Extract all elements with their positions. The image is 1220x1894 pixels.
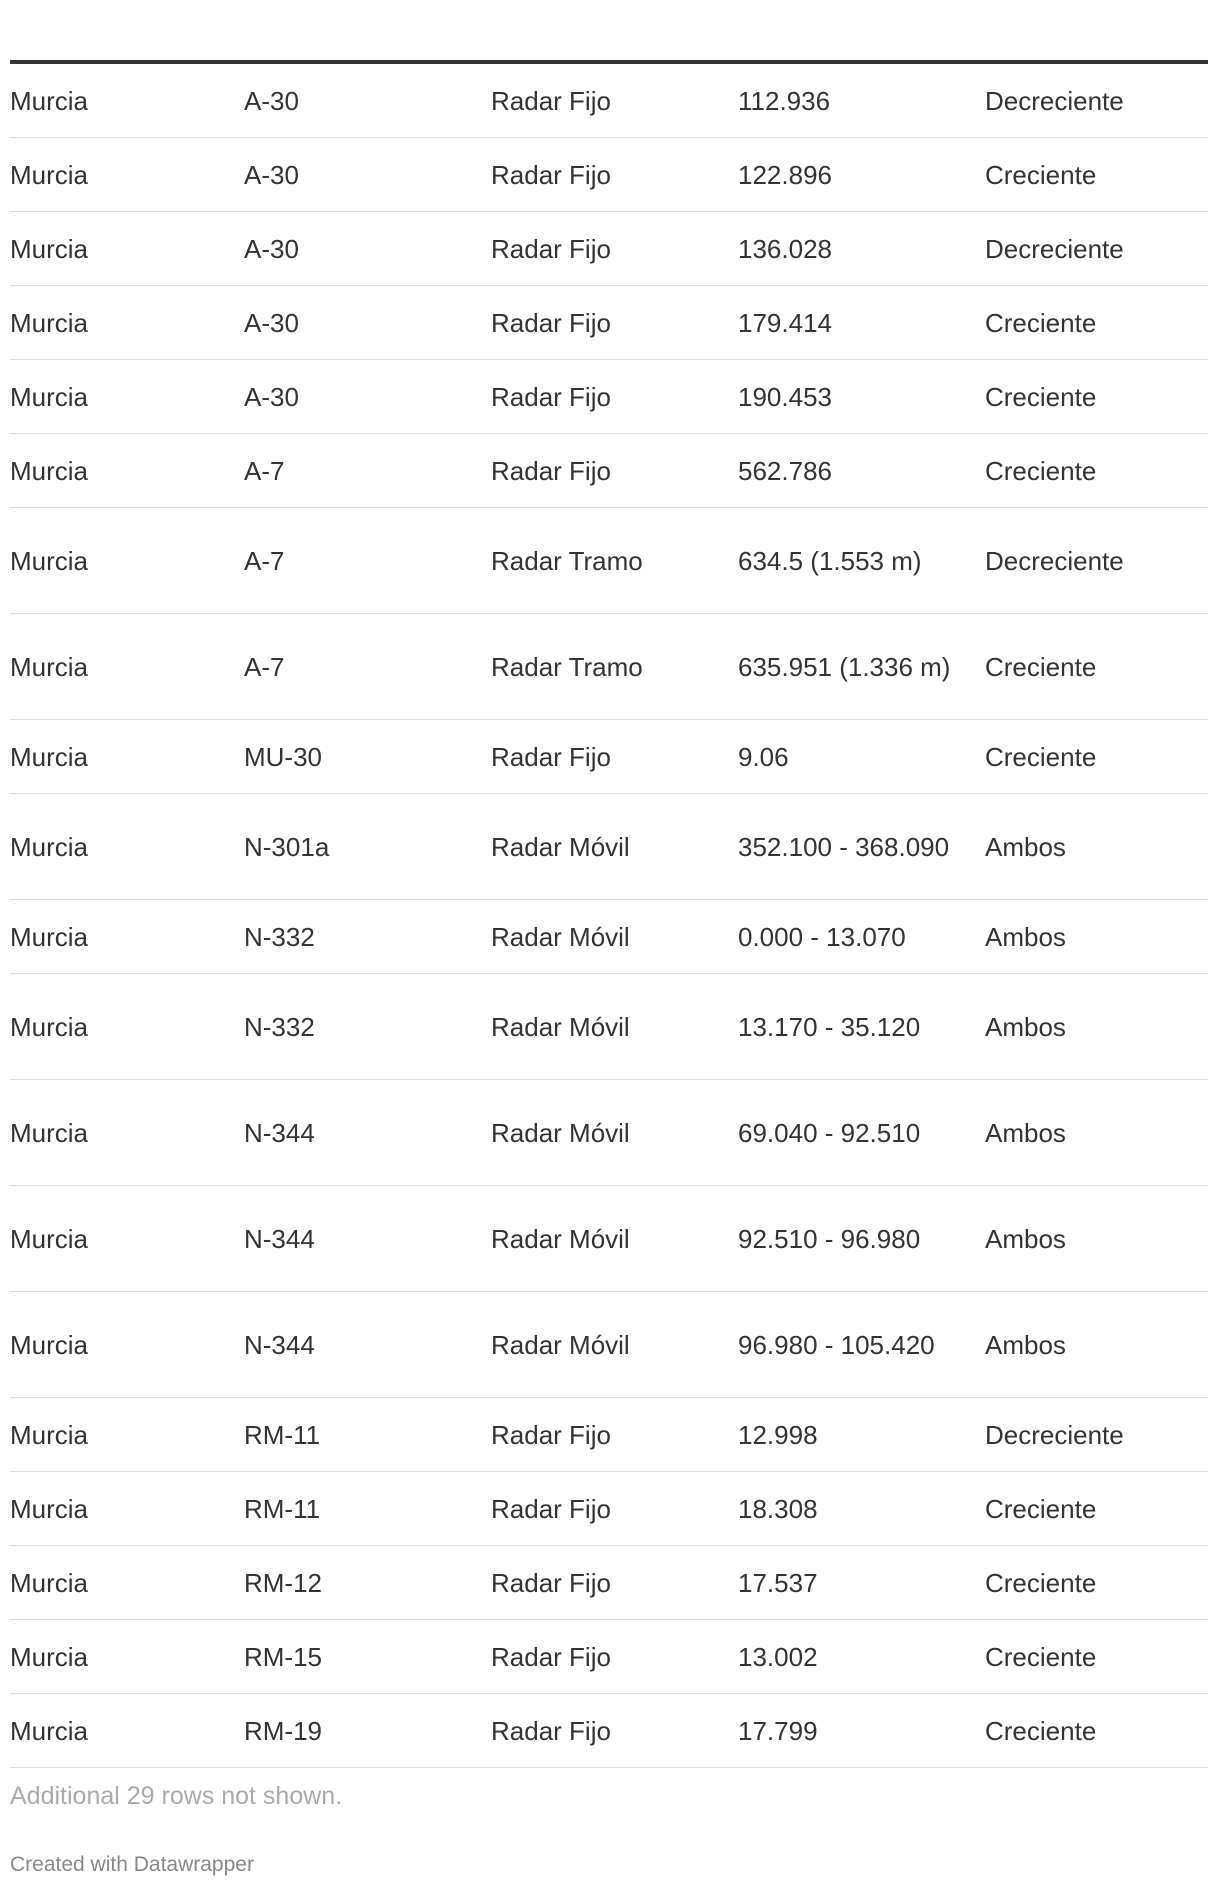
cell-km: 112.936 — [738, 85, 831, 116]
cell-road: MU-30 — [244, 741, 323, 772]
cell-direction: Decreciente — [985, 1419, 1124, 1450]
cell-province: Murcia — [10, 741, 89, 772]
cell-direction: Creciente — [985, 1567, 1097, 1598]
table-row — [10, 794, 1208, 900]
cell-km: 13.002 — [738, 1641, 818, 1672]
table-row — [10, 64, 1208, 138]
cell-road: N-301a — [244, 831, 330, 862]
table-body — [10, 64, 1208, 1768]
cell-km: 562.786 — [738, 455, 832, 486]
cell-province: Murcia — [10, 233, 89, 264]
cell-km: 179.414 — [738, 307, 832, 338]
datawrapper-credit: Created with Datawrapper — [10, 1853, 254, 1876]
cell-radar-type: Radar Móvil — [491, 1329, 630, 1360]
cell-province: Murcia — [10, 159, 89, 190]
cell-province: Murcia — [10, 1419, 89, 1450]
cell-province: Murcia — [10, 1641, 89, 1672]
cell-road: A-7 — [244, 651, 285, 682]
cell-road: RM-12 — [244, 1567, 323, 1598]
table-row — [10, 286, 1208, 360]
cell-road: A-7 — [244, 455, 285, 486]
cell-radar-type: Radar Fijo — [491, 159, 611, 190]
table-row — [10, 138, 1208, 212]
cell-radar-type: Radar Fijo — [491, 455, 611, 486]
cell-direction: Ambos — [985, 831, 1066, 862]
table-row — [10, 614, 1208, 720]
cell-province: Murcia — [10, 921, 89, 952]
cell-radar-type: Radar Fijo — [491, 85, 611, 116]
table-row — [10, 1694, 1208, 1768]
cell-province: Murcia — [10, 1223, 89, 1254]
cell-km: 92.510 - 96.980 — [738, 1223, 921, 1254]
cell-road: RM-11 — [244, 1419, 321, 1450]
cell-km: 13.170 - 35.120 — [738, 1011, 921, 1042]
cell-direction: Creciente — [985, 1493, 1097, 1524]
cell-province: Murcia — [10, 1117, 89, 1148]
cell-direction: Ambos — [985, 1117, 1066, 1148]
cell-road: N-344 — [244, 1329, 315, 1360]
cell-province: Murcia — [10, 1011, 89, 1042]
table-row — [10, 434, 1208, 508]
table-row — [10, 1398, 1208, 1472]
cell-radar-type: Radar Fijo — [491, 741, 611, 772]
cell-road: A-30 — [244, 307, 299, 338]
cell-km: 352.100 - 368.090 — [738, 831, 950, 862]
cell-road: A-30 — [244, 85, 299, 116]
cell-road: RM-11 — [244, 1493, 321, 1524]
cell-direction: Creciente — [985, 381, 1097, 412]
cell-km: 17.537 — [738, 1567, 818, 1598]
cell-radar-type: Radar Fijo — [491, 1567, 611, 1598]
cell-direction: Ambos — [985, 1223, 1066, 1254]
cell-km: 12.998 — [738, 1419, 818, 1450]
cell-radar-type: Radar Fijo — [491, 1715, 611, 1746]
cell-road: A-30 — [244, 381, 299, 412]
cell-radar-type: Radar Fijo — [491, 1641, 611, 1672]
cell-province: Murcia — [10, 831, 89, 862]
cell-road: A-30 — [244, 233, 299, 264]
cell-radar-type: Radar Móvil — [491, 921, 630, 952]
cell-radar-type: Radar Móvil — [491, 1011, 630, 1042]
table-row — [10, 1080, 1208, 1186]
cell-radar-type: Radar Fijo — [491, 381, 611, 412]
table-row — [10, 508, 1208, 614]
data-table — [10, 60, 1208, 1768]
table-row — [10, 1186, 1208, 1292]
cell-direction: Creciente — [985, 455, 1097, 486]
cell-km: 96.980 - 105.420 — [738, 1329, 935, 1360]
cell-road: N-344 — [244, 1117, 315, 1148]
table-row — [10, 212, 1208, 286]
table-row — [10, 1546, 1208, 1620]
cell-km: 635.951 (1.336 m) — [738, 651, 951, 682]
table-row — [10, 1472, 1208, 1546]
cell-radar-type: Radar Fijo — [491, 1493, 611, 1524]
cell-direction: Ambos — [985, 1011, 1066, 1042]
cell-km: 9.06 — [738, 741, 789, 772]
cell-radar-type: Radar Móvil — [491, 1223, 630, 1254]
cell-direction: Creciente — [985, 651, 1097, 682]
cell-km: 69.040 - 92.510 — [738, 1117, 921, 1148]
cell-direction: Decreciente — [985, 545, 1124, 576]
cell-km: 136.028 — [738, 233, 832, 264]
cell-province: Murcia — [10, 1567, 89, 1598]
cell-direction: Creciente — [985, 307, 1097, 338]
table-row — [10, 1292, 1208, 1398]
cell-radar-type: Radar Móvil — [491, 831, 630, 862]
cell-road: A-7 — [244, 545, 285, 576]
cell-radar-type: Radar Fijo — [491, 233, 611, 264]
table-row — [10, 900, 1208, 974]
cell-road: RM-15 — [244, 1641, 323, 1672]
cell-province: Murcia — [10, 381, 89, 412]
cell-province: Murcia — [10, 651, 89, 682]
cell-province: Murcia — [10, 1715, 89, 1746]
cell-direction: Creciente — [985, 741, 1097, 772]
cell-radar-type: Radar Fijo — [491, 307, 611, 338]
cell-road: N-332 — [244, 1011, 315, 1042]
cell-km: 18.308 — [738, 1493, 818, 1524]
cell-road: RM-19 — [244, 1715, 323, 1746]
cell-direction: Creciente — [985, 1641, 1097, 1672]
cell-direction: Ambos — [985, 1329, 1066, 1360]
cell-km: 122.896 — [738, 159, 832, 190]
cell-province: Murcia — [10, 85, 89, 116]
cell-province: Murcia — [10, 307, 89, 338]
cell-road: N-344 — [244, 1223, 315, 1254]
table-notes: Additional 29 rows not shown. — [10, 1782, 343, 1810]
cell-radar-type: Radar Tramo — [491, 545, 643, 576]
cell-km: 17.799 — [738, 1715, 818, 1746]
cell-direction: Ambos — [985, 921, 1066, 952]
cell-road: A-30 — [244, 159, 299, 190]
cell-road: N-332 — [244, 921, 315, 952]
cell-radar-type: Radar Fijo — [491, 1419, 611, 1450]
cell-province: Murcia — [10, 1329, 89, 1360]
cell-radar-type: Radar Móvil — [491, 1117, 630, 1148]
cell-province: Murcia — [10, 545, 89, 576]
cell-radar-type: Radar Tramo — [491, 651, 643, 682]
cell-km: 190.453 — [738, 381, 832, 412]
table-row — [10, 974, 1208, 1080]
cell-direction: Decreciente — [985, 233, 1124, 264]
table-row — [10, 360, 1208, 434]
cell-province: Murcia — [10, 1493, 89, 1524]
cell-direction: Creciente — [985, 159, 1097, 190]
table-row — [10, 1620, 1208, 1694]
cell-km: 634.5 (1.553 m) — [738, 545, 922, 576]
table-row — [10, 720, 1208, 794]
cell-direction: Creciente — [985, 1715, 1097, 1746]
cell-km: 0.000 - 13.070 — [738, 921, 906, 952]
cell-province: Murcia — [10, 455, 89, 486]
cell-direction: Decreciente — [985, 85, 1124, 116]
